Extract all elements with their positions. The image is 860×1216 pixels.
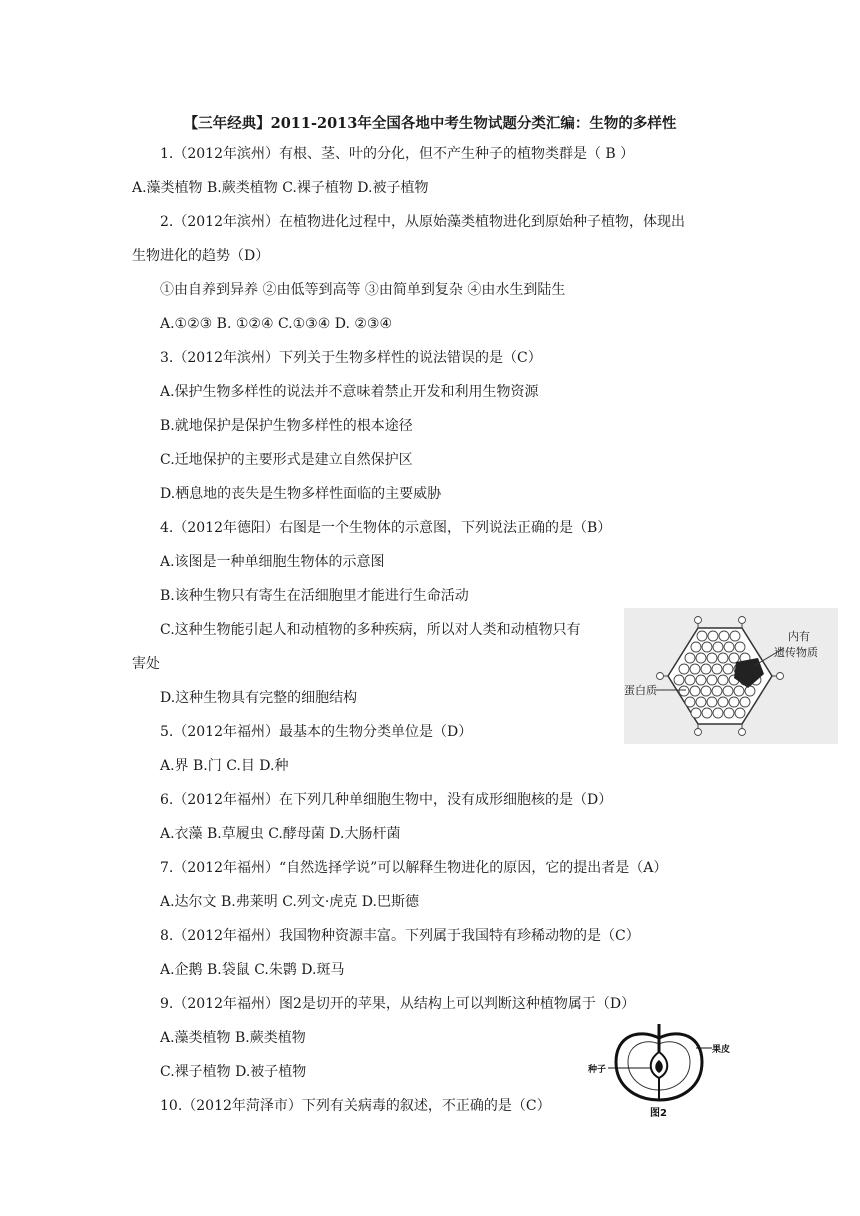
- text-line: A.衣藻 B.草履虫 C.酵母菌 D.大肠杆菌: [160, 826, 401, 842]
- text-line: A.该图是一种单细胞生物体的示意图: [160, 554, 385, 570]
- text-line: 5.（2012年福州）最基本的生物分类单位是（D）: [160, 724, 473, 740]
- text-line: 生物进化的趋势（D）: [132, 248, 270, 264]
- text-line: C.迁地保护的主要形式是建立自然保护区: [160, 452, 413, 468]
- page-title: 【三年经典】2011-2013年全国各地中考生物试题分类汇编：生物的多样性: [183, 115, 677, 132]
- figure-label: 种子: [588, 1065, 607, 1075]
- text-line: A.①②③ B. ①②④ C.①③④ D. ②③④: [160, 316, 392, 332]
- figure-label: 蛋白质: [624, 684, 657, 697]
- figure-label: 内有: [788, 630, 810, 643]
- text-line: A.保护生物多样性的说法并不意味着禁止开发和利用生物资源: [160, 384, 539, 400]
- apple-diagram-icon: [588, 1022, 730, 1118]
- text-line: 害处: [132, 656, 160, 672]
- text-line: D.这种生物具有完整的细胞结构: [160, 690, 358, 706]
- text-line: D.栖息地的丧失是生物多样性面临的主要威胁: [160, 486, 442, 502]
- figure-label: 遗传物质: [774, 646, 818, 659]
- virus-diagram-icon: [624, 608, 838, 744]
- text-line: A.达尔文 B.弗莱明 C.列文·虎克 D.巴斯德: [160, 894, 419, 910]
- text-line: C.裸子植物 D.被子植物: [160, 1064, 307, 1080]
- text-line: B.该种生物只有寄生在活细胞里才能进行生命活动: [160, 588, 469, 604]
- text-line: 8.（2012年福州）我国物种资源丰富。下列属于我国特有珍稀动物的是（C）: [160, 928, 640, 944]
- text-line: 1.（2012年滨州）有根、茎、叶的分化，但不产生种子的植物类群是（ B ）: [160, 146, 635, 162]
- text-line: 4.（2012年德阳）右图是一个生物体的示意图，下列说法正确的是（B）: [160, 520, 612, 536]
- text-line: C.这种生物能引起人和动植物的多种疾病，所以对人类和动植物只有: [160, 622, 581, 638]
- apple-figure: [588, 1022, 730, 1118]
- text-line: ①由自养到异养 ②由低等到高等 ③由简单到复杂 ④由水生到陆生: [160, 282, 566, 298]
- virus-figure: [624, 608, 838, 744]
- text-line: 2.（2012年滨州）在植物进化过程中，从原始藻类植物进化到原始种子植物，体现出: [160, 214, 685, 230]
- text-line: 7.（2012年福州）“自然选择学说”可以解释生物进化的原因，它的提出者是（A）: [160, 860, 668, 876]
- text-line: A.界 B.门 C.目 D.种: [160, 758, 289, 774]
- text-line: 6.（2012年福州）在下列几种单细胞生物中，没有成形细胞核的是（D）: [160, 792, 613, 808]
- figure-label: 果皮: [712, 1045, 730, 1055]
- figure-caption: 图2: [650, 1108, 667, 1118]
- text-line: 9.（2012年福州）图2是切开的苹果，从结构上可以判断这种植物属于（D）: [160, 996, 636, 1012]
- text-line: A.企鹅 B.袋鼠 C.朱鹮 D.斑马: [160, 962, 345, 978]
- text-line: 10.（2012年菏泽市）下列有关病毒的叙述，不正确的是（C）: [160, 1098, 551, 1114]
- text-line: A.藻类植物 B.蕨类植物 C.裸子植物 D.被子植物: [132, 180, 429, 196]
- text-line: B.就地保护是保护生物多样性的根本途径: [160, 418, 413, 434]
- text-line: A.藻类植物 B.蕨类植物: [160, 1030, 306, 1046]
- text-line: 3.（2012年滨州）下列关于生物多样性的说法错误的是（C）: [160, 350, 542, 366]
